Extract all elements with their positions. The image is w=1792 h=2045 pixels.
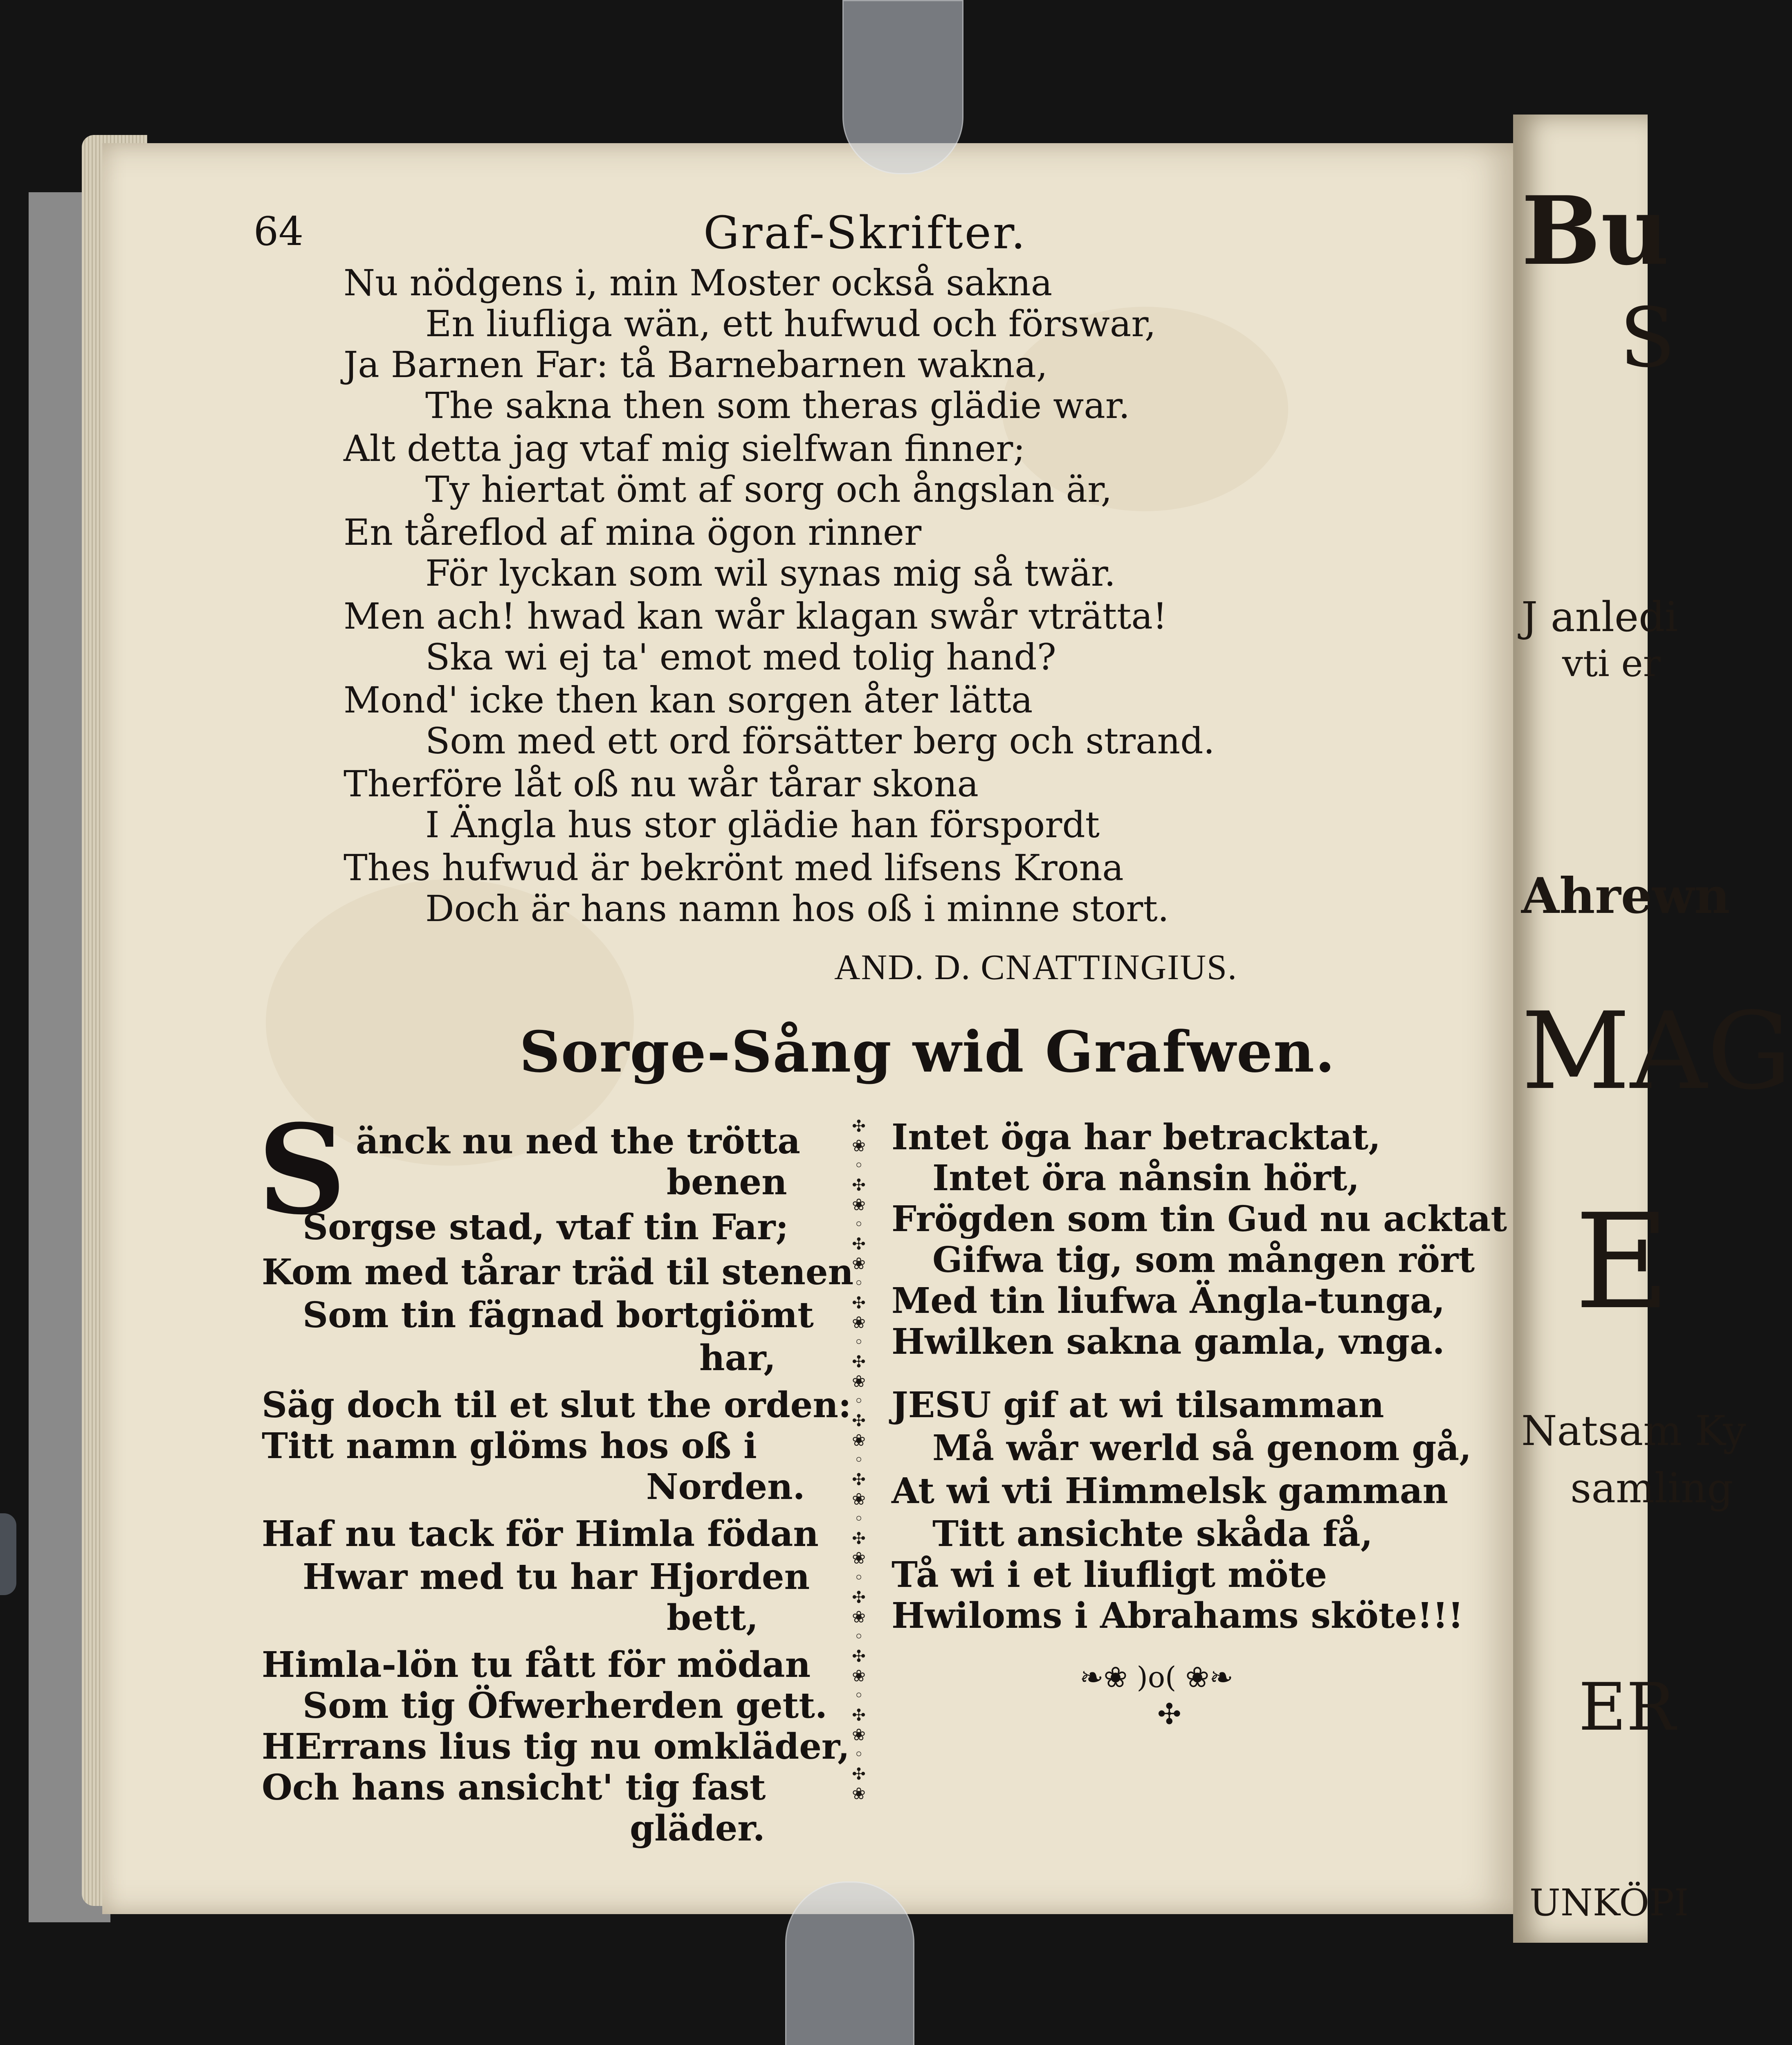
poem-line: Tå wi i et liufligt möte <box>892 1554 1327 1596</box>
poem-line: bett, <box>667 1597 759 1638</box>
poem-line: En liufliga wän, ett hufwud och förswar, <box>425 303 1156 345</box>
next-page-fragment: vti er <box>1562 642 1661 685</box>
poem-line: Gifwa tig, som mången rört <box>932 1239 1475 1281</box>
page-clip-bottom <box>785 1881 914 2045</box>
next-page-fragment: MAG <box>1521 990 1792 1113</box>
closing-ornament-pendant: ✣ <box>1157 1697 1181 1731</box>
next-page-edge <box>1513 115 1792 1943</box>
poem-line: Himla-lön tu fått för mödan <box>262 1644 811 1685</box>
poem-line: Som tin fägnad bortgiömt <box>303 1294 814 1336</box>
poem-line: Med tin liufwa Ängla-tunga, <box>892 1280 1445 1321</box>
poem-line: För lyckan som wil synas mig så twär. <box>425 552 1116 594</box>
poem-line: Doch är hans namn hos oß i minne stort. <box>425 888 1169 930</box>
poem-line: Titt ansichte skåda få, <box>932 1513 1373 1555</box>
next-page-fragment: samling <box>1570 1464 1734 1512</box>
poem-line: Intet öga har betracktat, <box>892 1117 1381 1158</box>
poem-line: har, <box>699 1337 776 1379</box>
poem-line: Sorgse stad, vtaf tin Far; <box>303 1207 789 1248</box>
poem-line: Ty hiertat ömt af sorg och ångslan är, <box>425 468 1112 510</box>
next-page-fragment: S <box>1619 290 1676 386</box>
poem-line: Må wår werld så genom gå, <box>932 1427 1472 1469</box>
next-page-fragment: Bu <box>1521 176 1669 286</box>
poem-line: Mond' icke then kan sorgen åter lätta <box>344 679 1033 721</box>
poem-line: Ja Barnen Far: tå Barnebarnen wakna, <box>344 344 1048 386</box>
next-page-fragment: UNKÖPI <box>1529 1881 1689 1924</box>
author-signature: AND. D. CNATTINGIUS. <box>834 948 1237 987</box>
poem-line: Som tig Öfwerherden gett. <box>303 1685 827 1726</box>
next-page-fragment: ER <box>1579 1669 1676 1745</box>
poem-line: Hwiloms i Abrahams sköte!!! <box>892 1595 1464 1636</box>
closing-ornament: ❧❀ )o( ❀❧ <box>1080 1661 1233 1694</box>
poem-line: Hwilken sakna gamla, vnga. <box>892 1321 1445 1362</box>
ornamental-column-divider: ✣ ❀ ◦ ✣ ❀ ◦ ✣ ❀ ◦ ✣ ❀ ◦ ✣ ❀ ◦ ✣ ❀ ◦ ✣ ❀ ◦ ✣ ❀ ◦ ✣ ❀ ◦ ✣ ❀ ◦ ✣ ❀ ◦ ✣ ❀ <box>852 1117 866 1803</box>
poem-line: Norden. <box>646 1466 805 1508</box>
poem-line: Nu nödgens i, min Moster också sakna <box>344 262 1053 304</box>
poem-line: Hwar med tu har Hjorden <box>303 1556 810 1598</box>
page-clip-top <box>842 0 963 174</box>
poem-line: En tåreflod af mina ögon rinner <box>344 511 922 553</box>
poem-line: gläder. <box>630 1808 765 1849</box>
running-head: Graf-Skrifter. <box>703 207 1027 259</box>
poem-line: Alt detta jag vtaf mig sielfwan finner; <box>344 427 1026 470</box>
page-number: 64 <box>254 209 304 254</box>
next-page-fragment: E <box>1574 1186 1670 1338</box>
binder-clamp <box>0 1513 16 1595</box>
poem-line: JESU gif at wi tilsamman <box>892 1384 1384 1426</box>
poem-line: Som med ett ord försätter berg och strand. <box>425 720 1215 762</box>
poem-line: Men ach! hwad kan wår klagan swår vträtta! <box>344 595 1168 637</box>
poem-line: Intet öra nånsin hört, <box>932 1157 1360 1199</box>
poem-line: Haf nu tack för Himla födan <box>262 1513 819 1555</box>
poem-line: HErrans lius tig nu omkläder, <box>262 1726 850 1767</box>
poem-line: I Ängla hus stor glädie han förspordt <box>425 804 1100 846</box>
poem-line: Therföre låt oß nu wår tårar skona <box>344 763 979 805</box>
poem-line: Thes hufwud är bekrönt med lifsens Krona <box>344 847 1124 889</box>
poem-line: Och hans ansicht' tig fast <box>262 1767 766 1808</box>
next-page-fragment: J anledi <box>1521 593 1678 641</box>
poem-line: Ska wi ej ta' emot med tolig hand? <box>425 636 1056 678</box>
poem-line: benen <box>667 1162 787 1203</box>
poem-line: Titt namn glöms hos oß i <box>262 1425 757 1467</box>
drop-capital: S <box>258 1097 346 1242</box>
poem-line: The sakna then som theras glädie war. <box>425 384 1130 427</box>
poem-line: Frögden som tin Gud nu acktat <box>892 1198 1507 1240</box>
poem-line: änck nu ned the trötta <box>356 1121 800 1162</box>
poem-line: Kom med tårar träd til stenen <box>262 1252 854 1293</box>
poem-title: Sorge-Sång wid Grafwen. <box>519 1018 1336 1085</box>
next-page-fragment: Natsam Ky <box>1521 1407 1746 1455</box>
next-page-fragment: Ahrewn <box>1521 867 1730 925</box>
poem-line: Säg doch til et slut the orden: <box>262 1384 851 1426</box>
poem-line: At wi vti Himmelsk gamman <box>892 1470 1448 1512</box>
